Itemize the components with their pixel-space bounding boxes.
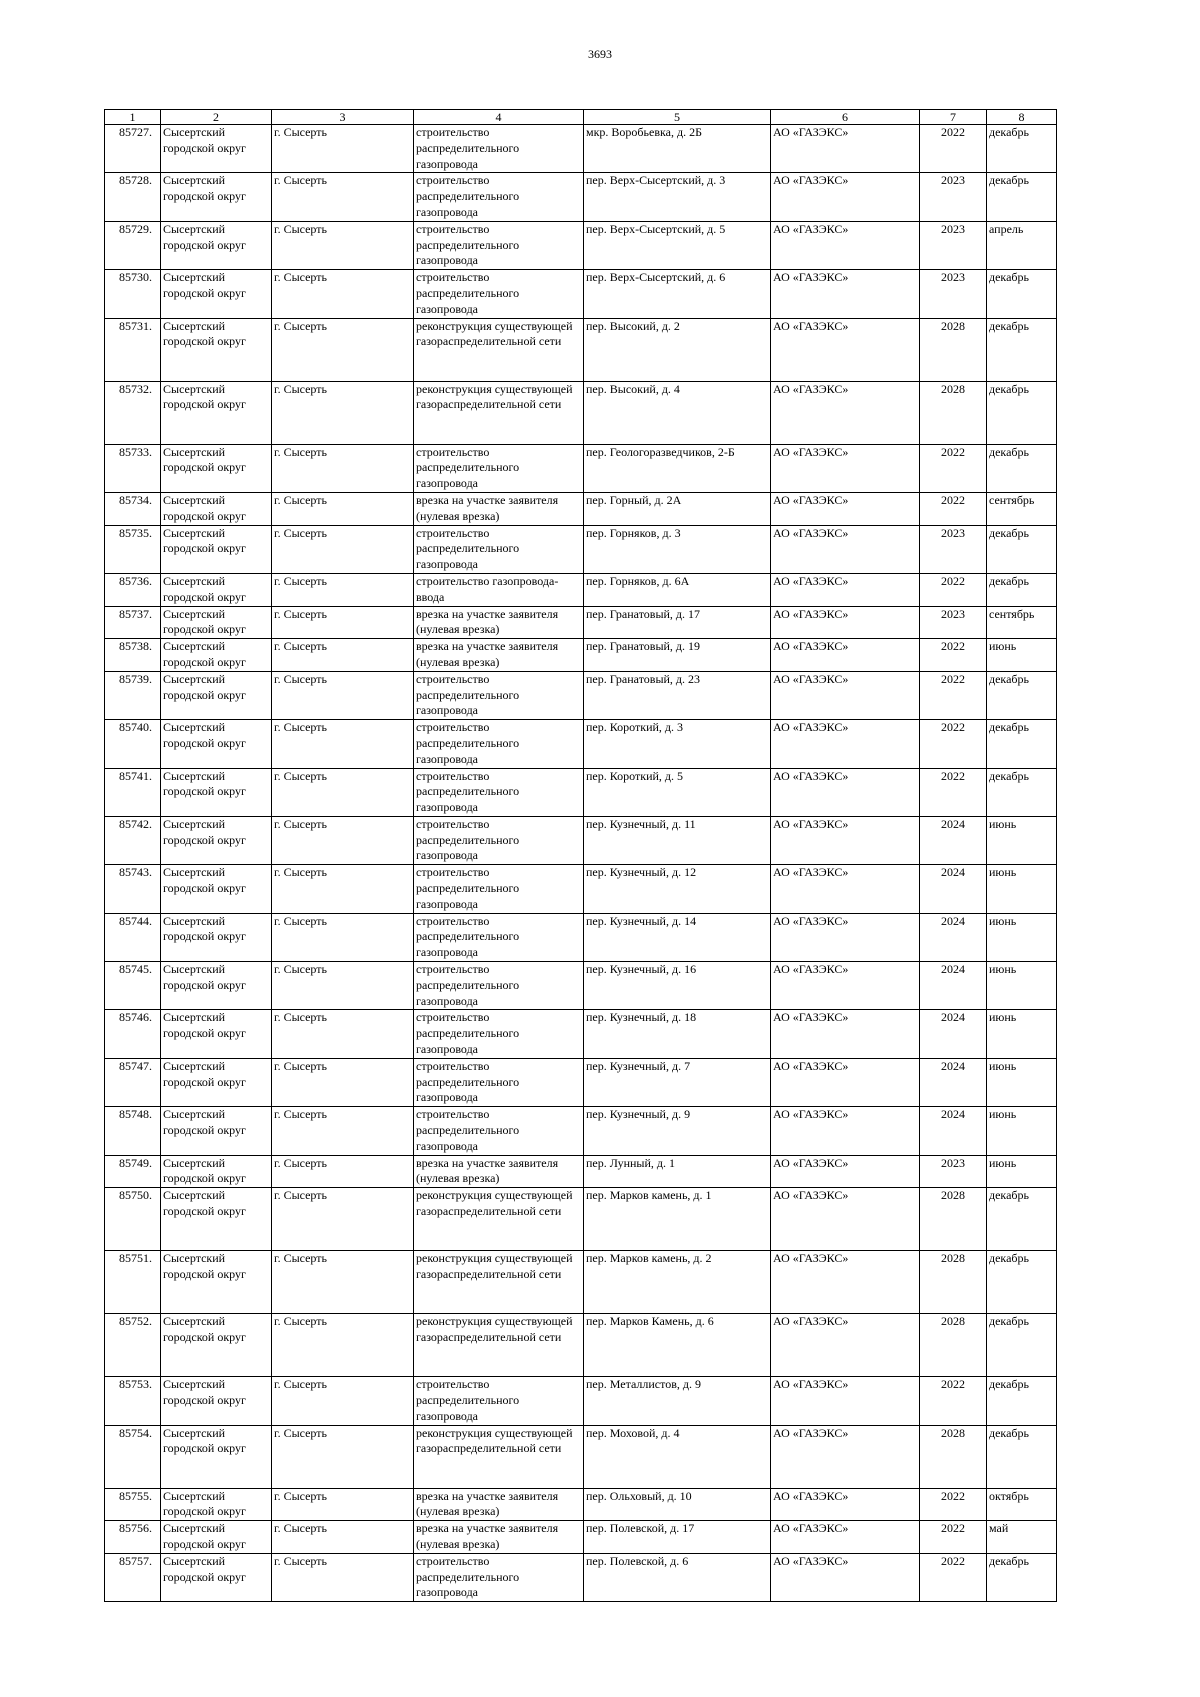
column-header: 8 bbox=[987, 110, 1057, 125]
municipality-cell: Сысертский городской округ bbox=[161, 816, 272, 864]
row-number-cell: 85739. bbox=[105, 671, 161, 719]
month-cell: июнь bbox=[987, 1155, 1057, 1188]
table-row bbox=[105, 525, 1057, 573]
work-type-cell: строительство распределительного газопровода bbox=[414, 221, 584, 269]
address-cell: пер. Кузнечный, д. 16 bbox=[584, 962, 771, 1010]
year-cell: 2028 bbox=[920, 1314, 987, 1377]
work-type-cell: врезка на участке заявителя (нулевая врезка) bbox=[414, 1521, 584, 1554]
address-cell: пер. Верх-Сысертский, д. 5 bbox=[584, 221, 771, 269]
table-row bbox=[105, 318, 1057, 381]
row-number-cell: 85732. bbox=[105, 381, 161, 444]
row-number-cell: 85757. bbox=[105, 1553, 161, 1601]
month-cell: май bbox=[987, 1521, 1057, 1554]
table-row bbox=[105, 173, 1057, 221]
settlement-cell: г. Сысерть bbox=[272, 816, 414, 864]
organization-cell: АО «ГАЗЭКС» bbox=[771, 1010, 920, 1058]
column-number-row bbox=[105, 110, 1057, 125]
work-type-cell: врезка на участке заявителя (нулевая врезка) bbox=[414, 606, 584, 639]
table-row bbox=[105, 865, 1057, 913]
address-cell: пер. Высокий, д. 4 bbox=[584, 381, 771, 444]
settlement-cell: г. Сысерть bbox=[272, 444, 414, 492]
address-cell: пер. Горный, д. 2А bbox=[584, 492, 771, 525]
municipality-cell: Сысертский городской округ bbox=[161, 173, 272, 221]
row-number-cell: 85749. bbox=[105, 1155, 161, 1188]
settlement-cell: г. Сысерть bbox=[272, 1488, 414, 1521]
month-cell: декабрь bbox=[987, 1425, 1057, 1488]
month-cell: декабрь bbox=[987, 125, 1057, 173]
organization-cell: АО «ГАЗЭКС» bbox=[771, 1553, 920, 1601]
month-cell: июнь bbox=[987, 913, 1057, 961]
municipality-cell: Сысертский городской округ bbox=[161, 1058, 272, 1106]
table-row bbox=[105, 1488, 1057, 1521]
month-cell: декабрь bbox=[987, 1251, 1057, 1314]
work-type-cell: врезка на участке заявителя (нулевая врезка) bbox=[414, 492, 584, 525]
organization-cell: АО «ГАЗЭКС» bbox=[771, 768, 920, 816]
settlement-cell: г. Сысерть bbox=[272, 606, 414, 639]
organization-cell: АО «ГАЗЭКС» bbox=[771, 913, 920, 961]
address-cell: пер. Кузнечный, д. 18 bbox=[584, 1010, 771, 1058]
work-type-cell: реконструкция существующей газораспределительной сети bbox=[414, 381, 584, 444]
year-cell: 2028 bbox=[920, 318, 987, 381]
work-type-cell: строительство распределительного газопровода bbox=[414, 913, 584, 961]
month-cell: декабрь bbox=[987, 1314, 1057, 1377]
settlement-cell: г. Сысерть bbox=[272, 525, 414, 573]
organization-cell: АО «ГАЗЭКС» bbox=[771, 318, 920, 381]
year-cell: 2022 bbox=[920, 1488, 987, 1521]
row-number-cell: 85745. bbox=[105, 962, 161, 1010]
organization-cell: АО «ГАЗЭКС» bbox=[771, 1314, 920, 1377]
settlement-cell: г. Сысерть bbox=[272, 1377, 414, 1425]
address-cell: пер. Горняков, д. 3 bbox=[584, 525, 771, 573]
municipality-cell: Сысертский городской округ bbox=[161, 671, 272, 719]
settlement-cell: г. Сысерть bbox=[272, 1188, 414, 1251]
work-type-cell: реконструкция существующей газораспределительной сети bbox=[414, 1425, 584, 1488]
month-cell: декабрь bbox=[987, 1188, 1057, 1251]
work-type-cell: реконструкция существующей газораспределительной сети bbox=[414, 1251, 584, 1314]
year-cell: 2022 bbox=[920, 444, 987, 492]
year-cell: 2022 bbox=[920, 768, 987, 816]
organization-cell: АО «ГАЗЭКС» bbox=[771, 573, 920, 606]
address-cell: пер. Лунный, д. 1 bbox=[584, 1155, 771, 1188]
settlement-cell: г. Сысерть bbox=[272, 381, 414, 444]
month-cell: сентябрь bbox=[987, 606, 1057, 639]
organization-cell: АО «ГАЗЭКС» bbox=[771, 1251, 920, 1314]
table-row bbox=[105, 381, 1057, 444]
address-cell: пер. Кузнечный, д. 14 bbox=[584, 913, 771, 961]
organization-cell: АО «ГАЗЭКС» bbox=[771, 381, 920, 444]
row-number-cell: 85741. bbox=[105, 768, 161, 816]
month-cell: июнь bbox=[987, 816, 1057, 864]
month-cell: декабрь bbox=[987, 573, 1057, 606]
work-type-cell: строительство распределительного газопровода bbox=[414, 525, 584, 573]
year-cell: 2024 bbox=[920, 865, 987, 913]
work-type-cell: строительство распределительного газопровода bbox=[414, 962, 584, 1010]
month-cell: июнь bbox=[987, 639, 1057, 672]
work-type-cell: строительство распределительного газопровода bbox=[414, 1377, 584, 1425]
settlement-cell: г. Сысерть bbox=[272, 720, 414, 768]
year-cell: 2023 bbox=[920, 525, 987, 573]
organization-cell: АО «ГАЗЭКС» bbox=[771, 1058, 920, 1106]
table-row bbox=[105, 606, 1057, 639]
work-type-cell: строительство распределительного газопровода bbox=[414, 1107, 584, 1155]
work-type-cell: врезка на участке заявителя (нулевая врезка) bbox=[414, 639, 584, 672]
organization-cell: АО «ГАЗЭКС» bbox=[771, 221, 920, 269]
row-number-cell: 85746. bbox=[105, 1010, 161, 1058]
column-header: 1 bbox=[105, 110, 161, 125]
table-row bbox=[105, 639, 1057, 672]
work-type-cell: строительство газопровода- ввода bbox=[414, 573, 584, 606]
row-number-cell: 85748. bbox=[105, 1107, 161, 1155]
month-cell: июнь bbox=[987, 962, 1057, 1010]
page-number: 3693 bbox=[588, 47, 612, 61]
address-cell: пер. Верх-Сысертский, д. 6 bbox=[584, 270, 771, 318]
address-cell: пер. Металлистов, д. 9 bbox=[584, 1377, 771, 1425]
table-row bbox=[105, 1425, 1057, 1488]
year-cell: 2022 bbox=[920, 1553, 987, 1601]
municipality-cell: Сысертский городской округ bbox=[161, 444, 272, 492]
organization-cell: АО «ГАЗЭКС» bbox=[771, 1488, 920, 1521]
table-row bbox=[105, 125, 1057, 173]
address-cell: пер. Гранатовый, д. 17 bbox=[584, 606, 771, 639]
table-row bbox=[105, 1377, 1057, 1425]
settlement-cell: г. Сысерть bbox=[272, 1058, 414, 1106]
organization-cell: АО «ГАЗЭКС» bbox=[771, 270, 920, 318]
year-cell: 2028 bbox=[920, 1188, 987, 1251]
address-cell: пер. Верх-Сысертский, д. 3 bbox=[584, 173, 771, 221]
row-number-cell: 85737. bbox=[105, 606, 161, 639]
row-number-cell: 85743. bbox=[105, 865, 161, 913]
municipality-cell: Сысертский городской округ bbox=[161, 125, 272, 173]
address-cell: пер. Кузнечный, д. 12 bbox=[584, 865, 771, 913]
month-cell: июнь bbox=[987, 1010, 1057, 1058]
work-type-cell: строительство распределительного газопровода bbox=[414, 1553, 584, 1601]
year-cell: 2023 bbox=[920, 270, 987, 318]
month-cell: декабрь bbox=[987, 671, 1057, 719]
work-type-cell: строительство распределительного газопровода bbox=[414, 270, 584, 318]
municipality-cell: Сысертский городской округ bbox=[161, 1377, 272, 1425]
table-row bbox=[105, 221, 1057, 269]
table-row bbox=[105, 270, 1057, 318]
work-type-cell: строительство распределительного газопровода bbox=[414, 865, 584, 913]
address-cell: пер. Гранатовый, д. 23 bbox=[584, 671, 771, 719]
organization-cell: АО «ГАЗЭКС» bbox=[771, 1188, 920, 1251]
municipality-cell: Сысертский городской округ bbox=[161, 865, 272, 913]
settlement-cell: г. Сысерть bbox=[272, 125, 414, 173]
row-number-cell: 85731. bbox=[105, 318, 161, 381]
column-header: 6 bbox=[771, 110, 920, 125]
organization-cell: АО «ГАЗЭКС» bbox=[771, 816, 920, 864]
settlement-cell: г. Сысерть bbox=[272, 221, 414, 269]
month-cell: июнь bbox=[987, 1058, 1057, 1106]
row-number-cell: 85756. bbox=[105, 1521, 161, 1554]
work-type-cell: строительство распределительного газопровода bbox=[414, 1058, 584, 1106]
settlement-cell: г. Сысерть bbox=[272, 1425, 414, 1488]
organization-cell: АО «ГАЗЭКС» bbox=[771, 492, 920, 525]
organization-cell: АО «ГАЗЭКС» bbox=[771, 865, 920, 913]
municipality-cell: Сысертский городской округ bbox=[161, 1314, 272, 1377]
month-cell: апрель bbox=[987, 221, 1057, 269]
year-cell: 2028 bbox=[920, 381, 987, 444]
municipality-cell: Сысертский городской округ bbox=[161, 1107, 272, 1155]
municipality-cell: Сысертский городской округ bbox=[161, 606, 272, 639]
table-row bbox=[105, 1314, 1057, 1377]
settlement-cell: г. Сысерть bbox=[272, 573, 414, 606]
settlement-cell: г. Сысерть bbox=[272, 962, 414, 1010]
row-number-cell: 85744. bbox=[105, 913, 161, 961]
work-type-cell: строительство распределительного газопровода bbox=[414, 671, 584, 719]
table-row bbox=[105, 671, 1057, 719]
row-number-cell: 85754. bbox=[105, 1425, 161, 1488]
work-type-cell: строительство распределительного газопровода bbox=[414, 125, 584, 173]
row-number-cell: 85751. bbox=[105, 1251, 161, 1314]
table-row bbox=[105, 1553, 1057, 1601]
organization-cell: АО «ГАЗЭКС» bbox=[771, 606, 920, 639]
month-cell: декабрь bbox=[987, 173, 1057, 221]
work-type-cell: строительство распределительного газопровода bbox=[414, 768, 584, 816]
row-number-cell: 85733. bbox=[105, 444, 161, 492]
table-row bbox=[105, 816, 1057, 864]
table-body bbox=[105, 125, 1057, 1602]
address-cell: пер. Марков Камень, д. 6 bbox=[584, 1314, 771, 1377]
address-cell: пер. Кузнечный, д. 7 bbox=[584, 1058, 771, 1106]
settlement-cell: г. Сысерть bbox=[272, 1010, 414, 1058]
organization-cell: АО «ГАЗЭКС» bbox=[771, 1521, 920, 1554]
settlement-cell: г. Сысерть bbox=[272, 913, 414, 961]
settlement-cell: г. Сысерть bbox=[272, 173, 414, 221]
year-cell: 2022 bbox=[920, 639, 987, 672]
municipality-cell: Сысертский городской округ bbox=[161, 1425, 272, 1488]
month-cell: декабрь bbox=[987, 720, 1057, 768]
column-header: 5 bbox=[584, 110, 771, 125]
work-type-cell: строительство распределительного газопровода bbox=[414, 816, 584, 864]
year-cell: 2023 bbox=[920, 606, 987, 639]
column-header: 4 bbox=[414, 110, 584, 125]
settlement-cell: г. Сысерть bbox=[272, 1553, 414, 1601]
settlement-cell: г. Сысерть bbox=[272, 671, 414, 719]
table-row bbox=[105, 444, 1057, 492]
table-row bbox=[105, 1010, 1057, 1058]
municipality-cell: Сысертский городской округ bbox=[161, 1188, 272, 1251]
year-cell: 2022 bbox=[920, 1377, 987, 1425]
settlement-cell: г. Сысерть bbox=[272, 1521, 414, 1554]
address-cell: пер. Ольховый, д. 10 bbox=[584, 1488, 771, 1521]
year-cell: 2024 bbox=[920, 913, 987, 961]
municipality-cell: Сысертский городской округ bbox=[161, 381, 272, 444]
address-cell: пер. Короткий, д. 5 bbox=[584, 768, 771, 816]
settlement-cell: г. Сысерть bbox=[272, 1155, 414, 1188]
organization-cell: АО «ГАЗЭКС» bbox=[771, 125, 920, 173]
municipality-cell: Сысертский городской округ bbox=[161, 720, 272, 768]
settlement-cell: г. Сысерть bbox=[272, 318, 414, 381]
row-number-cell: 85752. bbox=[105, 1314, 161, 1377]
organization-cell: АО «ГАЗЭКС» bbox=[771, 962, 920, 1010]
month-cell: декабрь bbox=[987, 768, 1057, 816]
municipality-cell: Сысертский городской округ bbox=[161, 913, 272, 961]
address-cell: мкр. Воробьевка, д. 2Б bbox=[584, 125, 771, 173]
row-number-cell: 85728. bbox=[105, 173, 161, 221]
year-cell: 2022 bbox=[920, 573, 987, 606]
work-type-cell: реконструкция существующей газораспределительной сети bbox=[414, 1314, 584, 1377]
address-cell: пер. Полевской, д. 17 bbox=[584, 1521, 771, 1554]
row-number-cell: 85740. bbox=[105, 720, 161, 768]
month-cell: декабрь bbox=[987, 525, 1057, 573]
table-row bbox=[105, 573, 1057, 606]
address-cell: пер. Марков камень, д. 1 bbox=[584, 1188, 771, 1251]
year-cell: 2022 bbox=[920, 1521, 987, 1554]
table-row bbox=[105, 1521, 1057, 1554]
table-row bbox=[105, 1155, 1057, 1188]
row-number-cell: 85736. bbox=[105, 573, 161, 606]
row-number-cell: 85742. bbox=[105, 816, 161, 864]
address-cell: пер. Марков камень, д. 2 bbox=[584, 1251, 771, 1314]
year-cell: 2023 bbox=[920, 173, 987, 221]
year-cell: 2023 bbox=[920, 221, 987, 269]
settlement-cell: г. Сысерть bbox=[272, 270, 414, 318]
table-row bbox=[105, 492, 1057, 525]
address-cell: пер. Короткий, д. 3 bbox=[584, 720, 771, 768]
year-cell: 2024 bbox=[920, 1058, 987, 1106]
column-header: 2 bbox=[161, 110, 272, 125]
row-number-cell: 85735. bbox=[105, 525, 161, 573]
row-number-cell: 85753. bbox=[105, 1377, 161, 1425]
year-cell: 2023 bbox=[920, 1155, 987, 1188]
municipality-cell: Сысертский городской округ bbox=[161, 768, 272, 816]
municipality-cell: Сысертский городской округ bbox=[161, 962, 272, 1010]
settlement-cell: г. Сысерть bbox=[272, 865, 414, 913]
settlement-cell: г. Сысерть bbox=[272, 1107, 414, 1155]
municipality-cell: Сысертский городской округ bbox=[161, 270, 272, 318]
month-cell: сентябрь bbox=[987, 492, 1057, 525]
municipality-cell: Сысертский городской округ bbox=[161, 639, 272, 672]
table-row bbox=[105, 1251, 1057, 1314]
work-type-cell: реконструкция существующей газораспределительной сети bbox=[414, 318, 584, 381]
table-row bbox=[105, 1058, 1057, 1106]
organization-cell: АО «ГАЗЭКС» bbox=[771, 1107, 920, 1155]
organization-cell: АО «ГАЗЭКС» bbox=[771, 1425, 920, 1488]
municipality-cell: Сысертский городской округ bbox=[161, 1010, 272, 1058]
year-cell: 2022 bbox=[920, 125, 987, 173]
organization-cell: АО «ГАЗЭКС» bbox=[771, 1155, 920, 1188]
month-cell: июнь bbox=[987, 865, 1057, 913]
column-header: 7 bbox=[920, 110, 987, 125]
address-cell: пер. Кузнечный, д. 11 bbox=[584, 816, 771, 864]
municipality-cell: Сысертский городской округ bbox=[161, 318, 272, 381]
address-cell: пер. Высокий, д. 2 bbox=[584, 318, 771, 381]
year-cell: 2022 bbox=[920, 671, 987, 719]
table-row bbox=[105, 1188, 1057, 1251]
address-cell: пер. Полевской, д. 6 bbox=[584, 1553, 771, 1601]
month-cell: июнь bbox=[987, 1107, 1057, 1155]
address-cell: пер. Моховой, д. 4 bbox=[584, 1425, 771, 1488]
municipality-cell: Сысертский городской округ bbox=[161, 1553, 272, 1601]
settlement-cell: г. Сысерть bbox=[272, 1314, 414, 1377]
organization-cell: АО «ГАЗЭКС» bbox=[771, 173, 920, 221]
year-cell: 2022 bbox=[920, 492, 987, 525]
row-number-cell: 85755. bbox=[105, 1488, 161, 1521]
data-table bbox=[104, 109, 1057, 1602]
row-number-cell: 85750. bbox=[105, 1188, 161, 1251]
table-row bbox=[105, 962, 1057, 1010]
year-cell: 2022 bbox=[920, 720, 987, 768]
municipality-cell: Сысертский городской округ bbox=[161, 492, 272, 525]
month-cell: декабрь bbox=[987, 270, 1057, 318]
organization-cell: АО «ГАЗЭКС» bbox=[771, 639, 920, 672]
work-type-cell: строительство распределительного газопровода bbox=[414, 173, 584, 221]
month-cell: октябрь bbox=[987, 1488, 1057, 1521]
row-number-cell: 85734. bbox=[105, 492, 161, 525]
table-row bbox=[105, 768, 1057, 816]
row-number-cell: 85729. bbox=[105, 221, 161, 269]
organization-cell: АО «ГАЗЭКС» bbox=[771, 720, 920, 768]
municipality-cell: Сысертский городской округ bbox=[161, 1251, 272, 1314]
table-row bbox=[105, 913, 1057, 961]
work-type-cell: строительство распределительного газопровода bbox=[414, 720, 584, 768]
month-cell: декабрь bbox=[987, 381, 1057, 444]
settlement-cell: г. Сысерть bbox=[272, 639, 414, 672]
work-type-cell: строительство распределительного газопровода bbox=[414, 1010, 584, 1058]
month-cell: декабрь bbox=[987, 318, 1057, 381]
row-number-cell: 85730. bbox=[105, 270, 161, 318]
work-type-cell: строительство распределительного газопровода bbox=[414, 444, 584, 492]
municipality-cell: Сысертский городской округ bbox=[161, 1488, 272, 1521]
address-cell: пер. Геологоразведчиков, 2-Б bbox=[584, 444, 771, 492]
work-type-cell: врезка на участке заявителя (нулевая врезка) bbox=[414, 1155, 584, 1188]
year-cell: 2028 bbox=[920, 1251, 987, 1314]
municipality-cell: Сысертский городской округ bbox=[161, 525, 272, 573]
year-cell: 2024 bbox=[920, 816, 987, 864]
work-type-cell: врезка на участке заявителя (нулевая врезка) bbox=[414, 1488, 584, 1521]
municipality-cell: Сысертский городской округ bbox=[161, 1155, 272, 1188]
month-cell: декабрь bbox=[987, 1553, 1057, 1601]
row-number-cell: 85738. bbox=[105, 639, 161, 672]
organization-cell: АО «ГАЗЭКС» bbox=[771, 525, 920, 573]
address-cell: пер. Горняков, д. 6А bbox=[584, 573, 771, 606]
year-cell: 2028 bbox=[920, 1425, 987, 1488]
municipality-cell: Сысертский городской округ bbox=[161, 221, 272, 269]
organization-cell: АО «ГАЗЭКС» bbox=[771, 671, 920, 719]
year-cell: 2024 bbox=[920, 1010, 987, 1058]
year-cell: 2024 bbox=[920, 962, 987, 1010]
year-cell: 2024 bbox=[920, 1107, 987, 1155]
address-cell: пер. Гранатовый, д. 19 bbox=[584, 639, 771, 672]
settlement-cell: г. Сысерть bbox=[272, 492, 414, 525]
row-number-cell: 85727. bbox=[105, 125, 161, 173]
column-header: 3 bbox=[272, 110, 414, 125]
organization-cell: АО «ГАЗЭКС» bbox=[771, 444, 920, 492]
organization-cell: АО «ГАЗЭКС» bbox=[771, 1377, 920, 1425]
month-cell: декабрь bbox=[987, 444, 1057, 492]
municipality-cell: Сысертский городской округ bbox=[161, 1521, 272, 1554]
municipality-cell: Сысертский городской округ bbox=[161, 573, 272, 606]
table-row bbox=[105, 1107, 1057, 1155]
table-row bbox=[105, 720, 1057, 768]
settlement-cell: г. Сысерть bbox=[272, 768, 414, 816]
month-cell: декабрь bbox=[987, 1377, 1057, 1425]
row-number-cell: 85747. bbox=[105, 1058, 161, 1106]
table-header bbox=[105, 110, 1057, 125]
settlement-cell: г. Сысерть bbox=[272, 1251, 414, 1314]
work-type-cell: реконструкция существующей газораспределительной сети bbox=[414, 1188, 584, 1251]
address-cell: пер. Кузнечный, д. 9 bbox=[584, 1107, 771, 1155]
